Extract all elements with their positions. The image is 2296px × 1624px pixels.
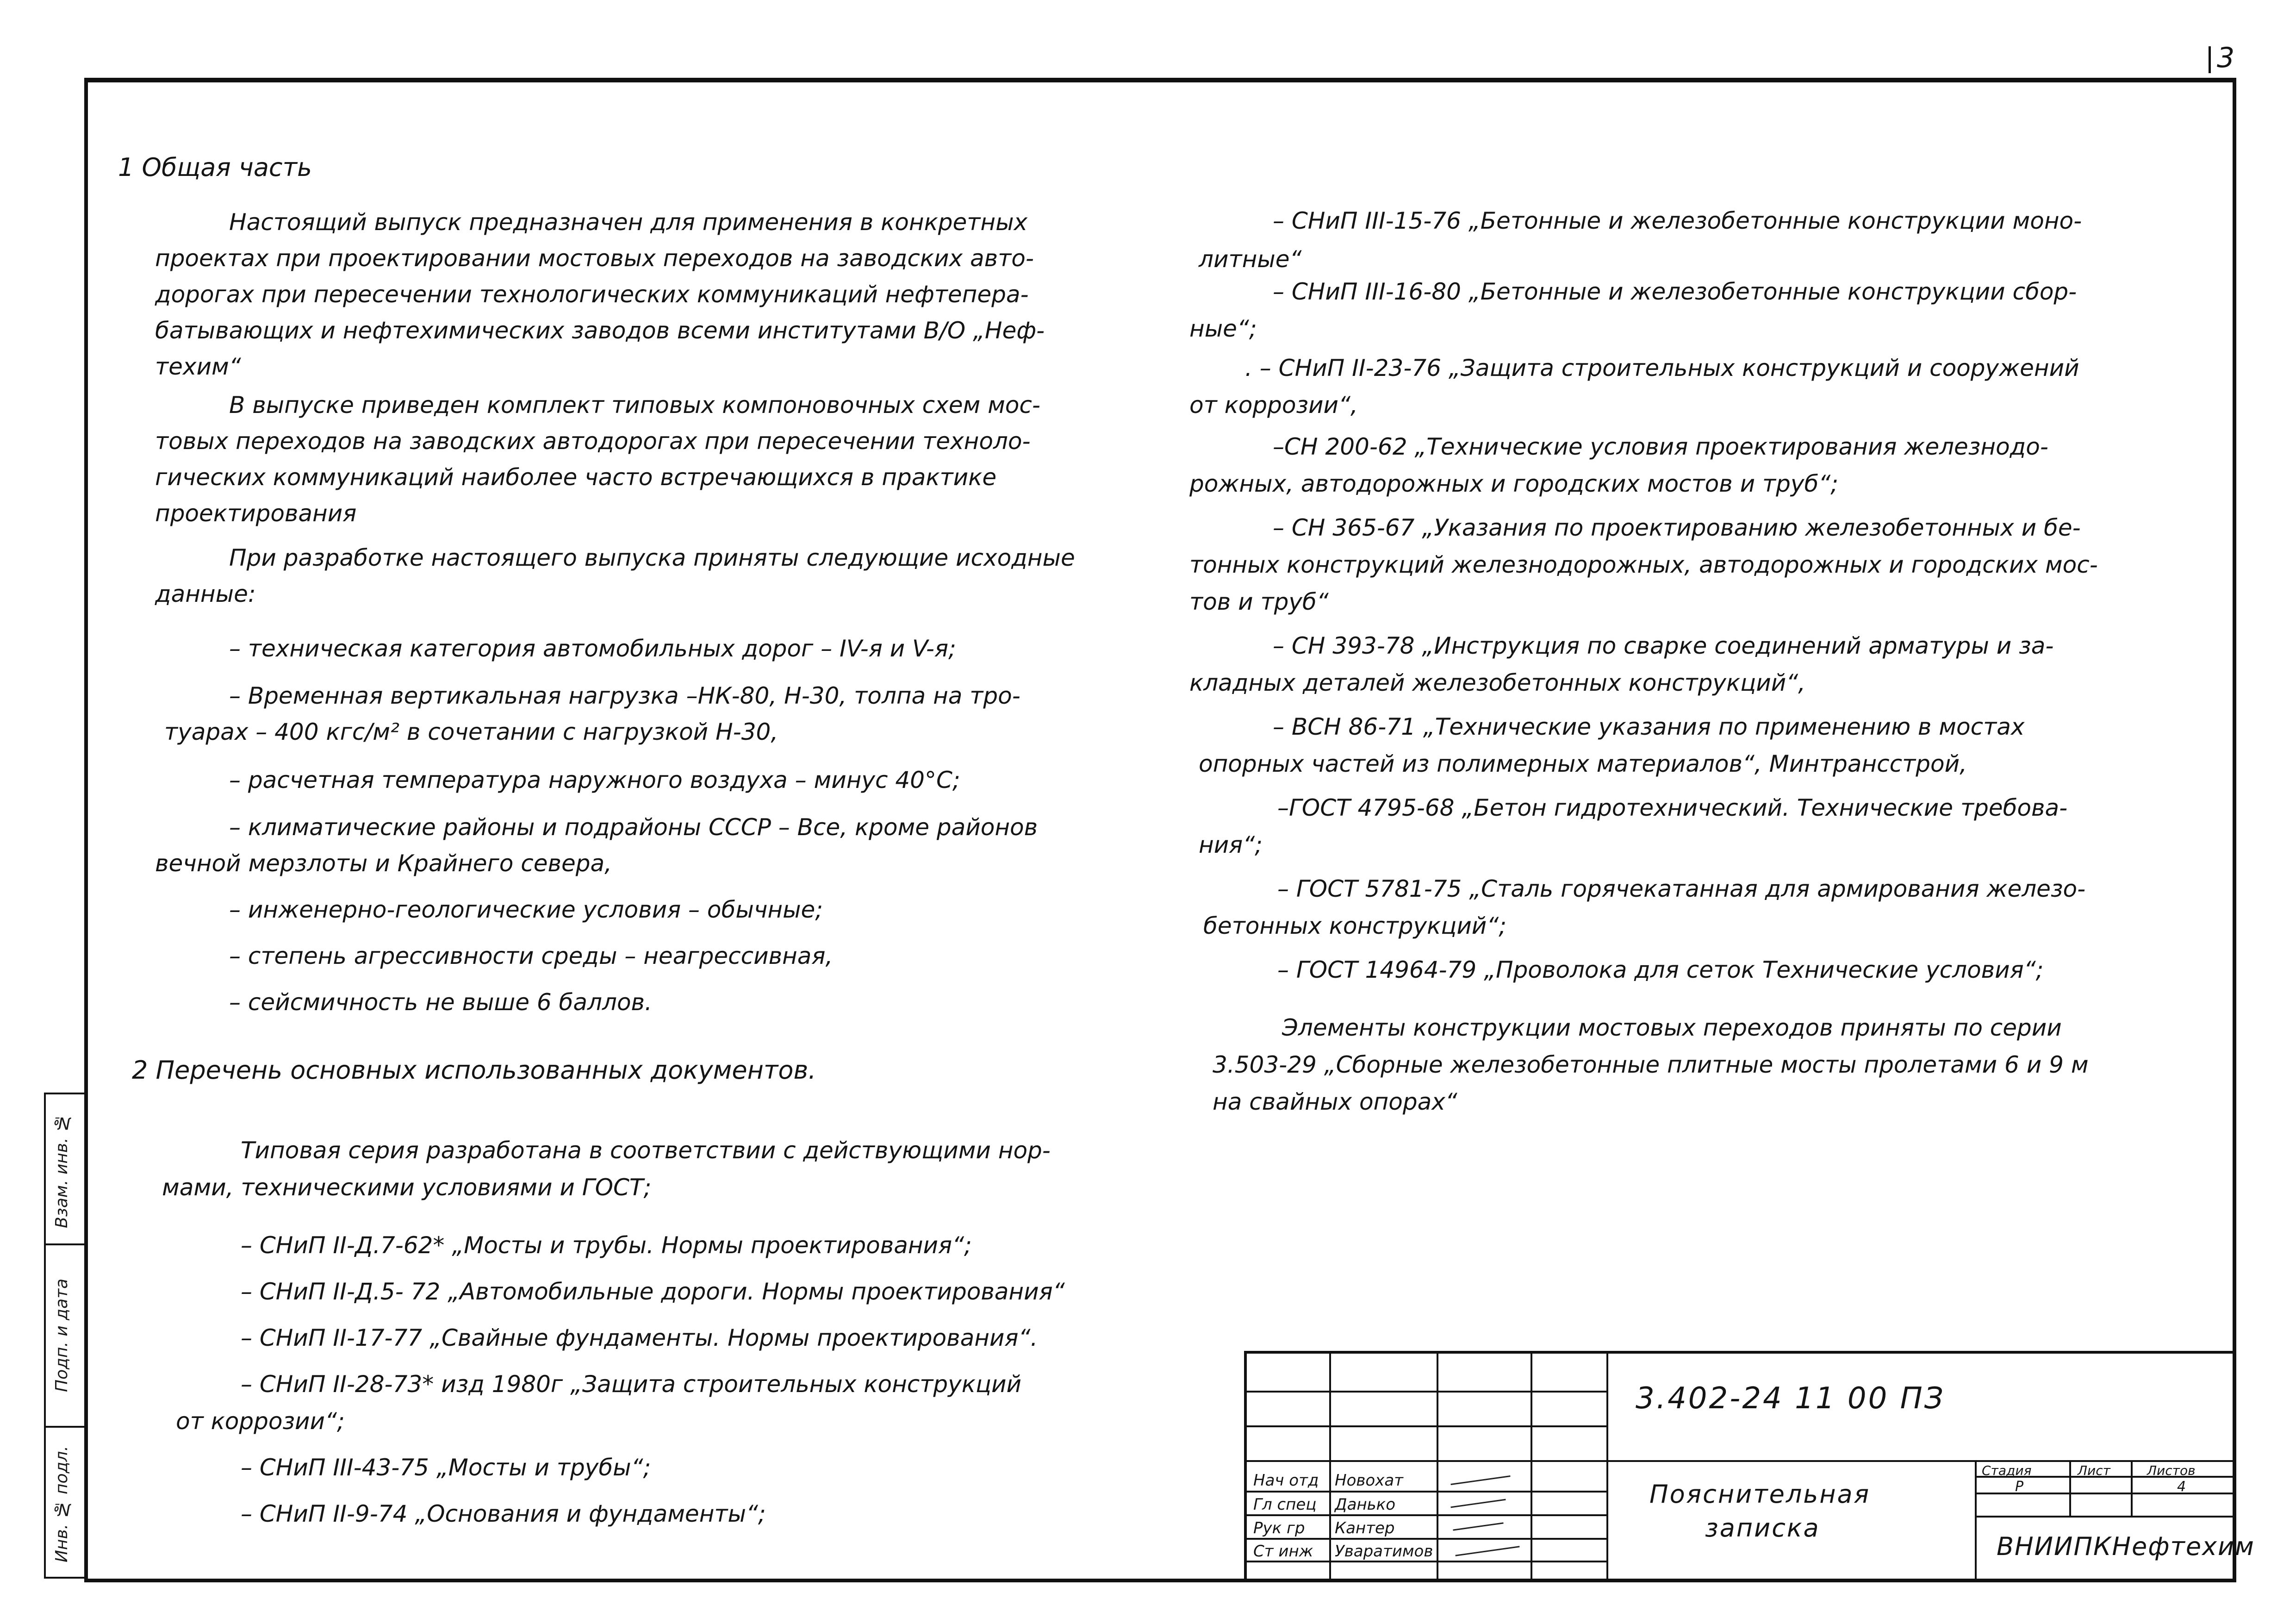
strip-label-signature-date: Подп. и дата [52, 1278, 71, 1392]
s2-right-doc: – ГОСТ 5781-75 „Сталь горячекатанная для армирования железо- [1277, 875, 2086, 902]
s2-final-line: Элементы конструкции мостовых переходов приняты по серии [1282, 1014, 2062, 1041]
s2-p1-line: мами, техническими условиями и ГОСТ; [162, 1174, 652, 1201]
s1-p1-line: батывающих и нефтехимических заводов всеми институтами В/О „Неф- [155, 317, 1045, 344]
s2-right-doc: – СНиП III-16-80 „Бетонные и железобетонные конструкции сбор- [1273, 278, 2077, 305]
strip-label-replacement: Взам. инв. № [52, 1113, 71, 1228]
s2-right-doc: – СНиП III-15-76 „Бетонные и железобетонные конструкции моно- [1273, 207, 2082, 234]
s2-right-doc: кладных деталей железобетонных конструкций“, [1189, 669, 1806, 696]
signature-mark [1450, 1499, 1506, 1508]
strip-separator [46, 1426, 86, 1428]
s1-list-item: – Временная вертикальная нагрузка –НК-80, Н-30, толпа на тро- [229, 682, 1020, 709]
signature-mark [1453, 1522, 1503, 1530]
title-block [1244, 1351, 2255, 1579]
s2-right-doc: . – СНиП II-23-76 „Защита строительных конструкций и сооружений [1245, 355, 2079, 381]
s1-list-item: – расчетная температура наружного воздуха – минус 40°С; [229, 767, 960, 793]
role-label: Нач отд [1253, 1471, 1319, 1490]
signature-mark [1455, 1546, 1519, 1556]
s1-p1-line: Настоящий выпуск предназначен для применения в конкретных [229, 209, 1028, 236]
s2-right-doc: опорных частей из полимерных материалов“, Минтрансстрой, [1199, 750, 1967, 777]
s2-final-line: 3.503-29 „Сборные железобетонные плитные мосты пролетами 6 и 9 м [1213, 1051, 2089, 1078]
frame-right-border [2233, 78, 2236, 1582]
role-name: Уваратимов [1335, 1542, 1433, 1561]
s2-right-doc: литные“ [1199, 246, 1302, 273]
s2-right-doc: – ВСН 86-71 „Технические указания по применению в мостах [1273, 713, 2025, 740]
organization: ВНИИПКНефтехим [1997, 1532, 2255, 1561]
s2-final-line: на свайных опорах“ [1213, 1088, 1457, 1115]
strip-label-original-inventory: Инв. № подл. [52, 1446, 71, 1562]
s1-p1-line: дорогах при пересечении технологических коммуникаций нефтепера- [155, 281, 1029, 308]
frame-top-border [84, 78, 2236, 82]
s1-p1-line: техим“ [155, 353, 241, 380]
s1-list-item: вечной мерзлоты и Крайнего севера, [155, 850, 612, 877]
s2-left-doc: – СНиП II-9-74 „Основания и фундаменты“; [241, 1500, 766, 1527]
s1-p1-line: проектах при проектировании мостовых переходов на заводских авто- [155, 245, 1034, 272]
s2-p1-line: Типовая серия разработана в соответствии с действующими нор- [241, 1137, 1051, 1164]
s1-p3-line: данные: [155, 581, 256, 607]
role-name: Кантер [1335, 1519, 1395, 1537]
s1-p2-line: проектирования [155, 500, 357, 527]
s1-p2-line: В выпуске приведен комплект типовых компоновочных схем мос- [229, 392, 1040, 418]
s2-right-doc: рожных, автодорожных и городских мостов и труб“; [1189, 470, 1839, 497]
s1-list-item: – степень агрессивности среды – неагрессивная, [229, 943, 833, 969]
page-number-divider [2209, 46, 2211, 73]
document-title-line1: Пояснительная [1649, 1480, 1871, 1509]
s2-left-doc: – СНиП II-28-73* изд 1980г „Защита строительных конструкций [241, 1371, 1021, 1398]
page-number: 3 [2217, 42, 2235, 74]
s1-list-item: – сейсмичность не выше 6 баллов. [229, 989, 652, 1016]
s2-right-doc: от коррозии“, [1189, 392, 1358, 418]
frame-bottom-border [84, 1579, 2236, 1582]
s1-list-item: – техническая категория автомобильных дорог – IV-я и V-я; [229, 635, 956, 662]
s2-left-doc: – СНиП III-43-75 „Мосты и трубы“; [241, 1454, 651, 1481]
s1-p2-line: гических коммуникаций наиболее часто встречающихся в практике [155, 464, 997, 491]
s2-left-doc: – СНиП II-Д.5- 72 „Автомобильные дороги. Нормы проектирования“ [241, 1278, 1065, 1305]
sheet-label: Лист [2078, 1463, 2110, 1478]
signature-mark [1450, 1475, 1510, 1485]
s1-list-item: – инженерно-геологические условия – обычные; [229, 896, 823, 923]
s2-right-doc: – СН 393-78 „Инструкция по сварке соединений арматуры и за- [1273, 632, 2054, 659]
role-label: Ст инж [1253, 1542, 1313, 1561]
s2-left-doc: от коррозии“; [176, 1408, 345, 1435]
role-label: Рук гр [1253, 1519, 1305, 1537]
s2-right-doc: бетонных конструкций“; [1203, 912, 1507, 939]
strip-separator [46, 1243, 86, 1245]
s1-p3-line: При разработке настоящего выпуска приняты следующие исходные [229, 544, 1075, 571]
stage-value: Р [2015, 1479, 2024, 1495]
s2-right-doc: – ГОСТ 14964-79 „Проволока для сеток Технические условия“; [1277, 956, 2044, 983]
s2-right-doc: ния“; [1199, 831, 1263, 858]
section-1-title: 1 Общая часть [118, 153, 312, 182]
s1-list-item: туарах – 400 кгс/м² в сочетании с нагрузкой Н-30, [164, 718, 778, 745]
role-name: Данько [1335, 1495, 1396, 1514]
s1-list-item: – климатические районы и подрайоны СССР – Все, кроме районов [229, 814, 1038, 841]
s2-left-doc: – СНиП II-17-77 „Свайные фундаменты. Нормы проектирования“. [241, 1324, 1038, 1351]
stage-label: Стадия [1982, 1463, 2032, 1478]
binding-strip [44, 1093, 86, 1579]
role-label: Гл спец [1253, 1495, 1317, 1514]
sheets-label: Листов [2147, 1463, 2196, 1478]
role-name: Новохат [1335, 1471, 1403, 1490]
s2-right-doc: тов и труб“ [1189, 588, 1329, 615]
s2-right-doc: тонных конструкций железнодорожных, автодорожных и городских мос- [1189, 551, 2098, 578]
document-title-line2: записка [1705, 1513, 1820, 1543]
s2-right-doc: –СН 200-62 „Технические условия проектирования железнодо- [1273, 433, 2048, 460]
sheets-value: 4 [2177, 1479, 2186, 1495]
section-2-title: 2 Перечень основных использованных документов. [132, 1056, 816, 1085]
s1-p2-line: товых переходов на заводских автодорогах при пересечении техноло- [155, 428, 1031, 455]
document-designation: 3.402-24 11 00 ПЗ [1636, 1381, 1945, 1416]
s2-right-doc: ные“; [1189, 315, 1257, 342]
s2-left-doc: – СНиП II-Д.7-62* „Мосты и трубы. Нормы проектирования“; [241, 1232, 972, 1259]
s2-right-doc: –ГОСТ 4795-68 „Бетон гидротехнический. Технические требова- [1277, 794, 2068, 821]
s2-right-doc: – СН 365-67 „Указания по проектированию железобетонных и бе- [1273, 514, 2081, 541]
